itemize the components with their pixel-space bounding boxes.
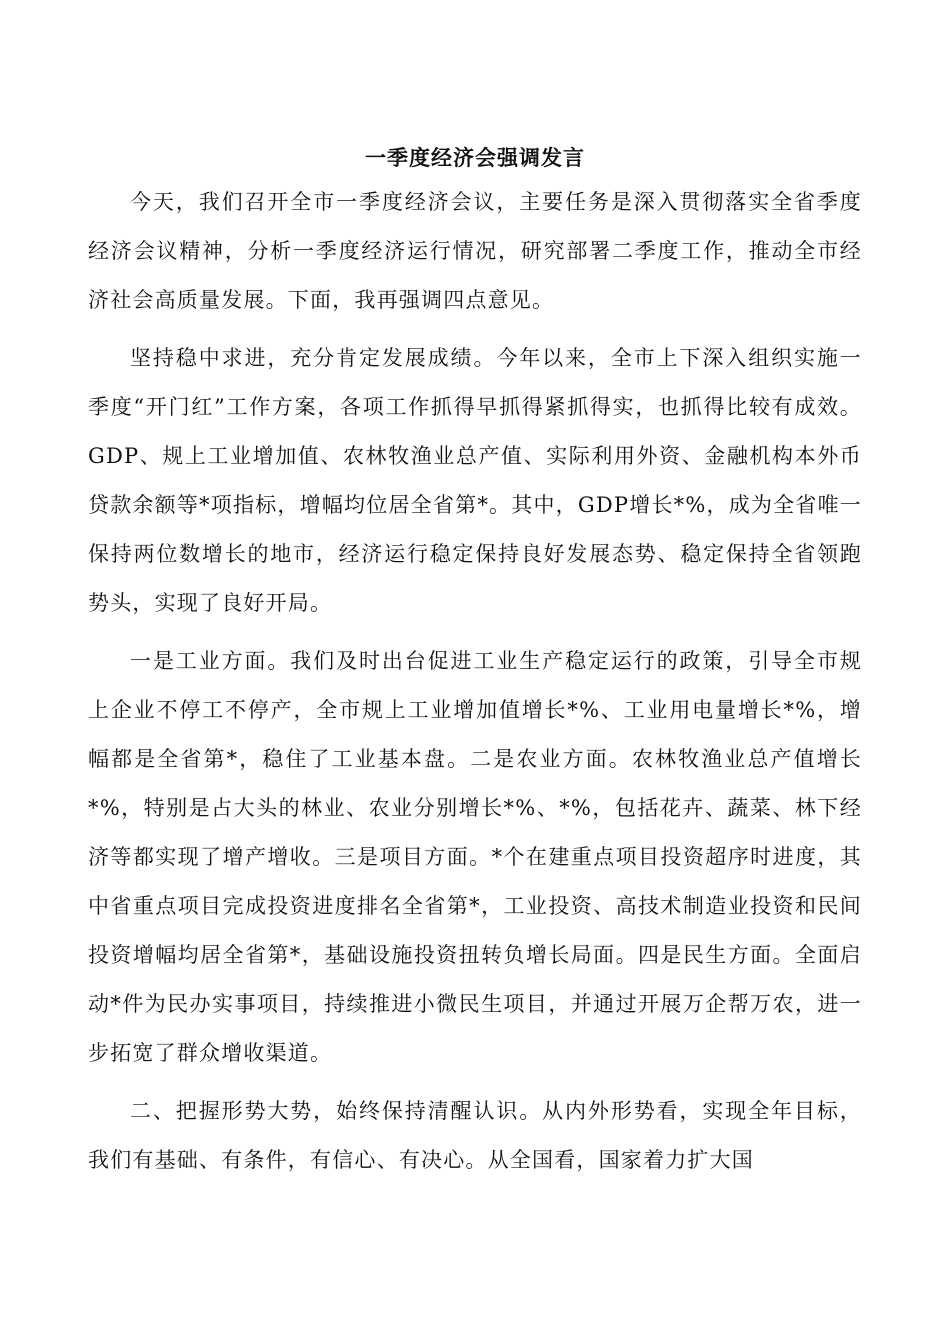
paragraph-intro: 今天，我们召开全市一季度经济会议，主要任务是深入贯彻落实全省季度经济会议精神，分析一季度经济运行情况，研究部署二季度工作，推动全市经济社会高质量发展。下面，我再强调四点意见。	[88, 190, 862, 312]
document-page	[88, 140, 862, 1185]
paragraph-achievements: 坚持稳中求进，充分肯定发展成绩。今年以来，全市上下深入组织实施一季度“开门红”工作方案，各项工作抓得早抓得紧抓得实，也抓得比较有成效。GDP、规上工业增加值、农林牧渔业总产值、实际利用外资、金融机构本外币贷款余额等*项指标，增幅均位居全省第*。其中，GDP增长*%，成为全省唯一保持两位数增长的地市，经济运行稳定保持良好发展态势、稳定保持全省领跑势头，实现了良好开局。	[88, 346, 862, 615]
document-title: 一季度经济会强调发言	[365, 145, 585, 170]
paragraph-sectors: 一是工业方面。我们及时出台促进工业生产稳定运行的政策，引导全市规上企业不停工不停产，全市规上工业增加值增长*%、工业用电量增长*%，增幅都是全省第*，稳住了工业基本盘。二是农业方面。农林牧渔业总产值增长*%，特别是占大头的林业、农业分别增长*%、*%，包括花卉、蔬菜、林下经济等都实现了增产增收。三是项目方面。*个在建重点项目投资超序时进度，其中省重点项目完成投资进度排名全省第*，工业投资、高技术制造业投资和民间投资增幅均居全省第*，基础设施投资扭转负增长局面。四是民生方面。全面启动*件为民办实事项目，持续推进小微民生项目，并通过开展万企帮万农，进一步拓宽了群众增收渠道。	[88, 649, 862, 1065]
paragraph-situation: 二、把握形势大势，始终保持清醒认识。从内外形势看，实现全年目标，我们有基础、有条件，有信心、有决心。从全国看，国家着力扩大国	[88, 1099, 862, 1172]
